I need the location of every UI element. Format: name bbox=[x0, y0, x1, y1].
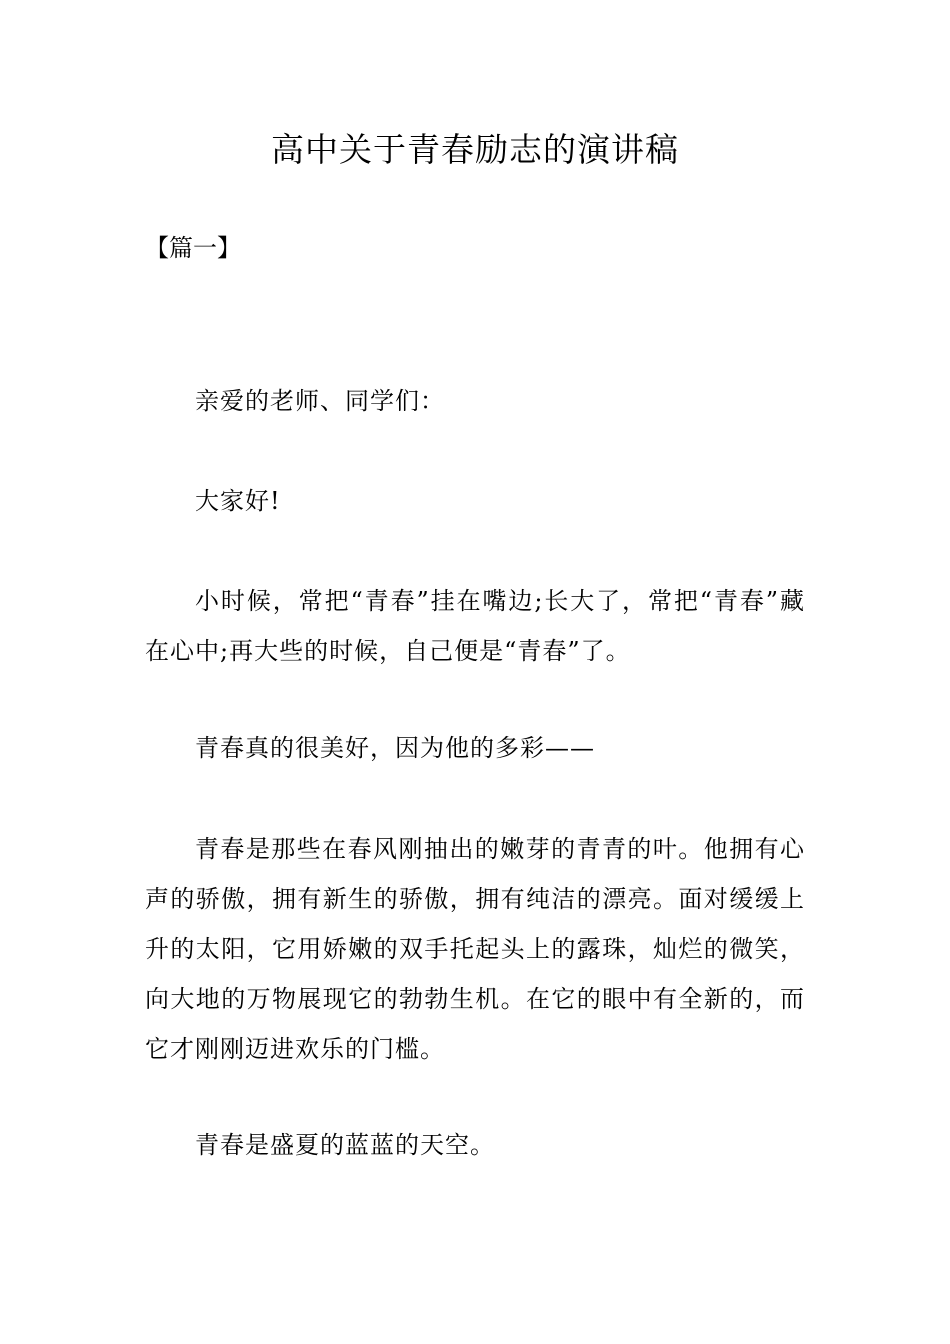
section-label: 【篇一】 bbox=[145, 234, 241, 262]
paragraph-summer-sky: 青春是盛夏的蓝蓝的天空。 bbox=[195, 1131, 495, 1159]
paragraph-greeting: 亲爱的老师、同学们： bbox=[195, 387, 445, 415]
paragraph-youth-beautiful: 青春真的很美好，因为他的多彩—— bbox=[195, 734, 595, 762]
paragraph-childhood: 小时候，常把“青春”挂在嘴边;长大了，常把“青春”藏在心中;再大些的时候，自己便是“青春”了。 bbox=[145, 587, 805, 665]
paragraph-spring-leaves: 青春是那些在春风刚抽出的嫩芽的青青的叶。他拥有心声的骄傲，拥有新生的骄傲，拥有纯洁的漂亮。面对缓缓上升的太阳，它用娇嫩的双手托起头上的露珠，灿烂的微笑，向大地的万物展现它的勃勃生机。在它的眼中有全新的，而它才刚刚迈进欢乐的门槛。 bbox=[145, 835, 805, 1063]
document-title: 高中关于青春励志的演讲稿 bbox=[271, 130, 679, 169]
paragraph-hello: 大家好! bbox=[195, 487, 281, 515]
